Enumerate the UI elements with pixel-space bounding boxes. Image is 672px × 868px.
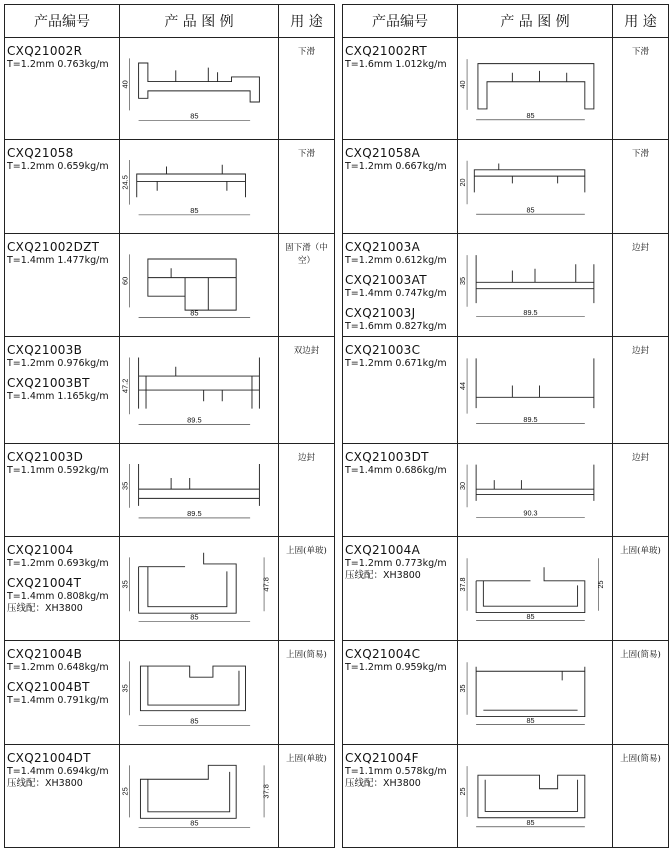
product-code-cell	[5, 641, 120, 744]
profile-outline	[137, 164, 246, 197]
width-dimension-label: 85	[190, 308, 199, 318]
width-dimension-label: 85	[190, 716, 199, 726]
product-spec: T=1.4mm 1.477kg/m	[7, 255, 109, 266]
table-row	[5, 234, 334, 337]
product-code: CXQ21058A	[345, 146, 421, 160]
pressing-line-note: 压线配：XH3800	[345, 777, 421, 789]
profile-drawing-cell	[120, 444, 279, 536]
usage-cell: 边封	[297, 453, 315, 463]
header-drawing: 产 品 图 例	[458, 5, 613, 37]
profile-drawing	[120, 540, 278, 638]
product-code: CXQ21003B	[7, 343, 83, 357]
product-entry	[7, 376, 119, 403]
width-dimension-label: 89.5	[523, 414, 538, 424]
table-header	[343, 5, 668, 38]
width-dimension-label: 85	[190, 205, 199, 215]
right-table	[342, 4, 669, 848]
width-dimension-label: 85	[190, 818, 199, 828]
header-drawing: 产 品 图 例	[120, 5, 279, 37]
profile-drawing-cell	[120, 337, 279, 443]
product-code-cell	[343, 140, 458, 233]
profile-drawing-cell	[458, 444, 613, 536]
table-row	[343, 444, 668, 537]
product-spec: T=1.4mm 0.686kg/m	[345, 465, 447, 476]
product-code-cell	[343, 444, 458, 536]
product-entry	[7, 450, 119, 477]
profile-drawing-cell	[458, 641, 613, 744]
product-spec: T=1.4mm 0.791kg/m	[7, 694, 109, 706]
height-dimension-label: 44	[458, 381, 468, 390]
height-dimension-label: 35	[120, 481, 130, 490]
product-entry	[7, 751, 119, 790]
profile-outline	[478, 775, 585, 818]
profile-drawing	[458, 143, 612, 231]
profile-drawing	[120, 340, 278, 441]
product-entry	[345, 751, 457, 790]
profile-drawing-cell	[458, 537, 613, 640]
profile-drawing-cell	[458, 745, 613, 847]
table-row	[5, 140, 334, 234]
product-code: CXQ21003J	[345, 305, 416, 320]
profile-outline	[476, 464, 594, 500]
product-entry	[345, 240, 457, 267]
height-dimension-label: 25	[120, 787, 130, 796]
height-dimension-label: 25	[458, 787, 468, 796]
product-entry	[7, 44, 119, 71]
product-code-cell	[343, 234, 458, 336]
profile-outline	[474, 163, 585, 192]
product-entry	[7, 343, 119, 370]
profile-drawing	[458, 644, 612, 742]
profile-drawing	[458, 340, 612, 441]
product-entry	[7, 647, 119, 674]
secondary-dimension-label: 25	[595, 579, 605, 588]
product-code: CXQ21004F	[345, 751, 419, 765]
profile-drawing-cell	[120, 38, 279, 139]
product-spec: T=1.2mm 0.763kg/m	[7, 59, 109, 70]
product-code: CXQ21002RT	[345, 44, 428, 58]
product-spec: T=1.2mm 0.773kg/m	[345, 558, 447, 569]
product-code: CXQ21002DZT	[7, 240, 100, 254]
product-code: CXQ21004DT	[7, 751, 91, 765]
usage-cell: 下滑	[631, 149, 649, 159]
product-entry	[7, 146, 119, 173]
width-dimension-label: 85	[526, 611, 535, 621]
pressing-line-note: 压线配：XH3800	[7, 602, 83, 614]
header-code: 产品编号	[343, 5, 458, 37]
profile-drawing-cell	[120, 641, 279, 744]
header-usage: 用 途	[624, 14, 657, 30]
width-dimension-label: 85	[190, 111, 199, 121]
height-dimension-label: 40	[458, 79, 468, 88]
usage-cell: 上固(简易)	[286, 650, 327, 660]
table-row	[5, 444, 334, 537]
profile-drawing-cell	[120, 745, 279, 847]
product-spec: T=1.2mm 0.976kg/m	[7, 358, 109, 369]
table-row	[343, 537, 668, 641]
product-entry	[7, 240, 119, 267]
table-row	[5, 537, 334, 641]
usage-cell: 边封	[631, 243, 649, 253]
table-header	[5, 5, 334, 38]
profile-drawing-cell	[120, 234, 279, 336]
usage-cell: 上固(简易)	[620, 754, 661, 764]
header-usage: 用 途	[290, 14, 323, 30]
product-spec: T=1.6mm 1.012kg/m	[345, 59, 447, 70]
product-entry	[7, 576, 119, 615]
height-dimension-label: 40	[120, 79, 130, 88]
profile-outline	[140, 765, 236, 818]
usage-cell: 上固(简易)	[620, 650, 661, 660]
profile-drawing	[120, 644, 278, 742]
product-spec: T=1.2mm 0.659kg/m	[7, 161, 109, 172]
height-dimension-label: 35	[120, 579, 130, 588]
height-dimension-label: 47.2	[120, 378, 130, 393]
height-dimension-label: 37.8	[458, 576, 468, 592]
product-spec: T=1.2mm 0.612kg/m	[345, 255, 447, 266]
profile-drawing	[458, 540, 612, 638]
product-spec: T=1.2mm 0.959kg/m	[345, 662, 447, 673]
product-code-cell	[343, 337, 458, 443]
product-entry	[345, 543, 457, 582]
product-code-cell	[343, 537, 458, 640]
product-code: CXQ21003AT	[345, 272, 427, 287]
profile-drawing	[120, 748, 278, 844]
usage-cell: 上固(单玻)	[286, 754, 327, 764]
product-entry	[345, 450, 457, 477]
table-row	[343, 140, 668, 234]
profile-drawing	[120, 143, 278, 231]
table-row	[343, 234, 668, 337]
product-entry	[345, 647, 457, 674]
table-row	[5, 337, 334, 444]
profile-drawing-cell	[120, 140, 279, 233]
table-row	[343, 641, 668, 745]
profile-outline	[139, 357, 260, 408]
product-code: CXQ21004	[7, 543, 74, 557]
product-spec: T=1.4mm 0.747kg/m	[345, 287, 447, 299]
profile-drawing-cell	[458, 234, 613, 336]
profile-outline	[476, 255, 594, 303]
product-code-cell	[5, 234, 120, 336]
width-dimension-label: 89.5	[523, 307, 538, 317]
width-dimension-label: 85	[526, 204, 535, 214]
usage-cell: 下滑	[297, 149, 315, 159]
product-entry	[345, 146, 457, 173]
product-spec: T=1.4mm 0.808kg/m	[7, 590, 109, 602]
width-dimension-label: 90.3	[523, 507, 538, 517]
profile-drawing	[458, 748, 612, 844]
profile-drawing	[458, 447, 612, 534]
product-spec: T=1.2mm 0.667kg/m	[345, 161, 447, 172]
height-dimension-label: 30	[458, 481, 468, 490]
width-dimension-label: 85	[526, 110, 535, 120]
pressing-line-note: 压线配：XH3800	[7, 777, 83, 789]
usage-cell: 双边封	[293, 346, 320, 356]
width-dimension-label: 85	[526, 817, 535, 827]
usage-cell: 下滑	[297, 47, 315, 57]
secondary-dimension-label: 47.8	[261, 576, 271, 592]
product-code: CXQ21002R	[7, 44, 83, 58]
product-spec: T=1.6mm 0.827kg/m	[345, 320, 447, 332]
usage-cell: 上固(单玻)	[620, 546, 661, 556]
product-spec: T=1.1mm 0.592kg/m	[7, 465, 109, 476]
profile-drawing	[120, 447, 278, 534]
usage-cell: 边封	[631, 453, 649, 463]
product-spec: T=1.2mm 0.648kg/m	[7, 662, 109, 673]
product-code: CXQ21003D	[7, 450, 84, 464]
profile-outline	[139, 464, 260, 506]
product-code-cell	[343, 38, 458, 139]
product-entry	[7, 680, 119, 707]
height-dimension-label: 60	[120, 276, 130, 285]
profile-outline	[476, 358, 594, 408]
product-code: CXQ21004BT	[7, 679, 90, 694]
product-code-cell	[343, 745, 458, 847]
product-code: CXQ21003BT	[7, 375, 90, 390]
product-code: CXQ21004A	[345, 543, 421, 557]
product-entry	[345, 273, 457, 300]
width-dimension-label: 85	[190, 612, 199, 622]
profile-drawing-cell	[458, 140, 613, 233]
product-spec: T=1.2mm 0.693kg/m	[7, 558, 109, 569]
product-code-cell	[5, 38, 120, 139]
table-row	[343, 337, 668, 444]
table-row	[5, 641, 334, 745]
table-row	[343, 745, 668, 847]
product-code: CXQ21004B	[7, 647, 83, 661]
profile-drawing-cell	[458, 337, 613, 443]
product-spec: T=1.1mm 0.578kg/m	[345, 766, 447, 777]
usage-cell: 上固(单玻)	[286, 546, 327, 556]
profile-outline	[139, 552, 237, 612]
product-code: CXQ21003A	[345, 240, 421, 254]
table-row	[5, 38, 334, 140]
product-code-cell	[5, 140, 120, 233]
product-code: CXQ21003DT	[345, 450, 429, 464]
height-dimension-label: 35	[458, 276, 468, 285]
product-code: CXQ21004C	[345, 647, 421, 661]
profile-drawing	[120, 237, 278, 334]
height-dimension-label: 20	[458, 177, 468, 186]
height-dimension-label: 35	[120, 683, 130, 692]
product-code-cell	[343, 641, 458, 744]
product-entry	[345, 343, 457, 370]
profile-drawing-cell	[458, 38, 613, 139]
product-spec: T=1.4mm 1.165kg/m	[7, 390, 109, 402]
product-spec: T=1.4mm 0.694kg/m	[7, 766, 109, 777]
profile-drawing	[458, 237, 612, 334]
profile-drawing-cell	[120, 537, 279, 640]
product-code-cell	[5, 337, 120, 443]
profile-outline	[476, 567, 585, 612]
product-code: CXQ21058	[7, 146, 74, 160]
product-code-cell	[5, 537, 120, 640]
product-entry	[7, 543, 119, 570]
profile-outline	[148, 259, 236, 310]
product-code-cell	[5, 444, 120, 536]
width-dimension-label: 89.5	[187, 415, 202, 425]
secondary-dimension-label: 37.8	[261, 784, 271, 799]
header-code: 产品编号	[5, 5, 120, 37]
product-entry	[345, 306, 457, 333]
product-entry	[345, 44, 457, 71]
usage-cell: 边封	[631, 346, 649, 356]
profile-drawing	[120, 41, 278, 137]
usage-cell: 下滑	[631, 47, 649, 57]
height-dimension-label: 24.5	[120, 174, 130, 190]
profile-outline	[140, 666, 245, 711]
product-spec: T=1.2mm 0.671kg/m	[345, 358, 447, 369]
width-dimension-label: 89.5	[187, 508, 202, 518]
width-dimension-label: 85	[526, 715, 535, 725]
left-table	[4, 4, 335, 848]
profile-outline	[139, 62, 260, 101]
profile-drawing	[458, 41, 612, 137]
height-dimension-label: 35	[458, 683, 468, 692]
table-row	[343, 38, 668, 140]
table-row	[5, 745, 334, 847]
profile-outline	[478, 63, 594, 108]
pressing-line-note: 压线配：XH3800	[345, 569, 421, 581]
product-code: CXQ21003C	[345, 343, 421, 357]
usage-cell: 固下滑（中空）	[285, 243, 328, 266]
product-code: CXQ21004T	[7, 575, 82, 590]
product-code-cell	[5, 745, 120, 847]
profile-outline	[476, 666, 585, 716]
